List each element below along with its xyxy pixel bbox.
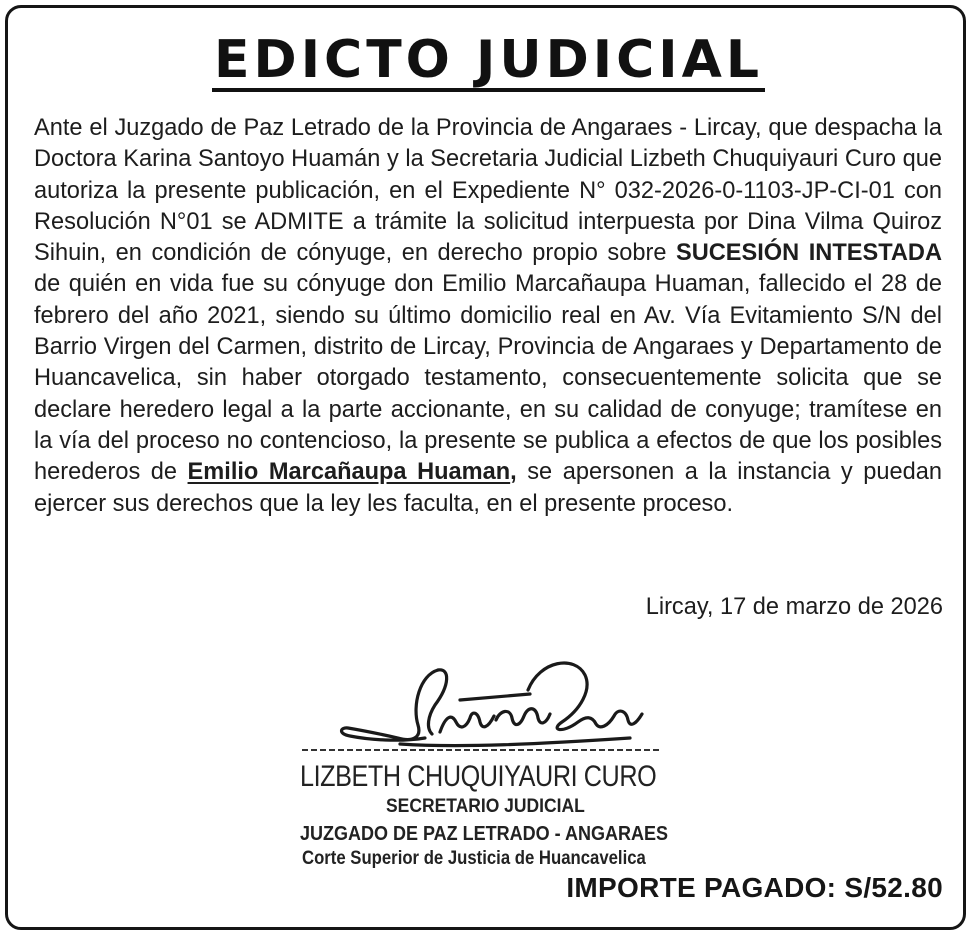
bold-phrase: SUCESIÓN INTESTADA bbox=[675, 240, 942, 267]
importe-pagado: IMPORTE PAGADO: S/52.80 bbox=[566, 872, 943, 903]
title-text: EDICTO JUDICIAL bbox=[214, 30, 763, 90]
handwritten-signature bbox=[300, 650, 690, 765]
name-comma: , bbox=[510, 459, 517, 486]
body-paragraph-part-1: Ante el Juzgado de Paz Letrado de la Provincia de Angaraes - Lircay, que despacha la Doctora Karina Santoyo Huamán y la Secretaria Judicial Lizbeth Chuquiyauri Curo que autoriza la presente publicación, en el Expediente N° 032-2026-0-1103-JP-CI-01 con Resolución N°01 se ADMITE a trámite la solicitud interpuesta por Dina Vilma Quiroz Sihuin, en condición de cónyuge, en derecho propio sobre bbox=[34, 115, 942, 267]
body-paragraph-part-3: se apersonen a la instancia y puedan ejercer sus derechos que la ley les faculta, en el presente proceso. bbox=[34, 459, 942, 517]
stamp-court: JUZGADO DE PAZ LETRADO - ANGARAES bbox=[300, 823, 669, 845]
stamp-name: LIZBETH CHUQUIYAURI CURO bbox=[300, 760, 657, 793]
edict-body bbox=[34, 113, 942, 520]
underlined-name: Emilio Marcañaupa Huaman bbox=[187, 459, 511, 486]
document-title bbox=[0, 30, 977, 92]
signature-stamp bbox=[300, 650, 690, 875]
stamp-corte: Corte Superior de Justicia de Huancavelica bbox=[302, 848, 646, 869]
body-paragraph-part-2: de quién en vida fue su cónyuge don Emilio Marcañaupa Huaman, fallecido el 28 de febrero del año 2021, siendo su último domicilio real en Av. Vía Evitamiento S/N del Barrio Virgen del Carmen, distrito de Lircay, Provincia de Angaraes y Departamento de Huancavelica, sin haber otorgado testamento, consecuentemente solicita que se declare heredero legal a la parte accionante, en su calidad de conyuge; tramítese en la vía del proceso no contencioso, la presente se publica a efectos de que los posibles herederos de bbox=[34, 271, 942, 486]
place-date: Lircay, 17 de marzo de 2026 bbox=[645, 594, 943, 620]
stamp-role: SECRETARIO JUDICIAL bbox=[386, 796, 585, 817]
